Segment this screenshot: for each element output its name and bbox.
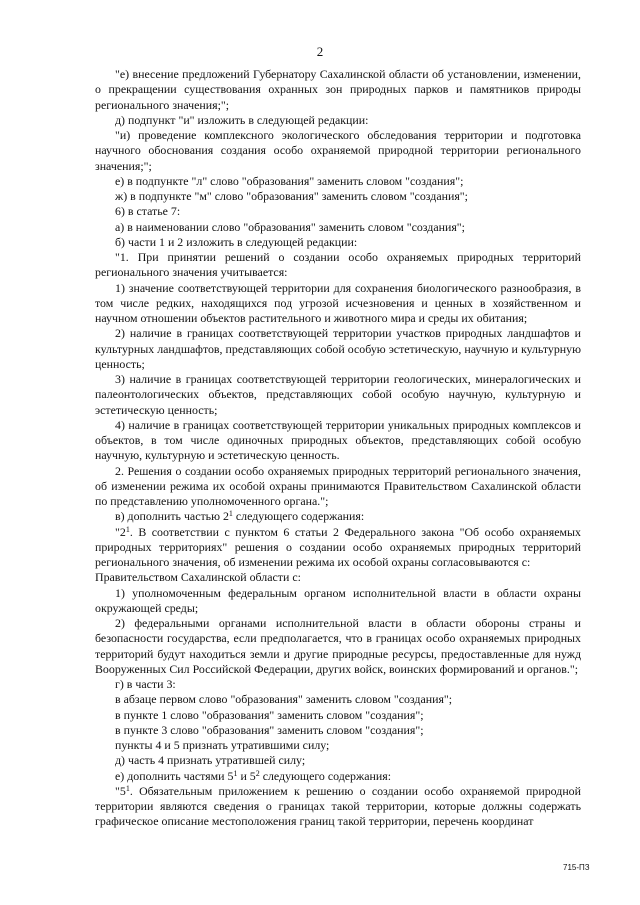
paragraph <box>95 738 581 753</box>
paragraph <box>95 692 581 707</box>
paragraph-text: "2 <box>115 524 126 539</box>
document-body <box>95 67 581 830</box>
paragraph <box>95 570 581 585</box>
paragraph-text: в абзаце первом слово "образования" заменить словом "создания"; <box>115 692 453 707</box>
paragraph <box>95 509 581 524</box>
paragraph-text: пункты 4 и 5 признать утратившими силу; <box>115 738 330 752</box>
paragraph <box>95 281 581 327</box>
paragraph-text: Правительством Сахалинской области с: <box>95 570 301 585</box>
paragraph <box>95 113 581 128</box>
page-number: 2 <box>316 44 324 59</box>
paragraph <box>95 174 581 189</box>
paragraph-text: 1) уполномоченным федеральным органом исполнительной власти в области охраны окружающей среды; <box>95 585 581 615</box>
paragraph-text: 4) наличие в границах соответствующей территории уникальных природных комплексов и объектов, в том числе одиночных природных объектов, представляющих собой особую научную, культурную и эстетическую ценность. <box>95 417 581 463</box>
paragraph-text: д) подпункт "и" изложить в следующей редакции: <box>115 112 369 127</box>
paragraph <box>95 189 581 204</box>
paragraph <box>95 616 581 677</box>
paragraph-text: 2) наличие в границах соответствующей территории участков природных ландшафтов и культурных ландшафтов, представляющих собой особую эстетическую, научную и культурную ценность; <box>95 326 581 371</box>
superscript: 1 <box>233 768 238 778</box>
paragraph-text: е) дополнить частями 5 <box>115 768 234 783</box>
paragraph-text: ж) в подпункте "м" слово "образования" заменить словом "создания"; <box>115 189 468 203</box>
paragraph <box>95 67 581 113</box>
paragraph <box>95 586 581 617</box>
paragraph-text: в пункте 3 слово "образования" заменить словом "создания"; <box>115 722 424 737</box>
paragraph <box>95 128 581 174</box>
document-code: 715-ПЗ <box>563 863 590 872</box>
superscript: 1 <box>125 524 130 534</box>
paragraph-text: в) дополнить частью 2 <box>115 509 229 524</box>
paragraph-text: 2) федеральными органами исполнительной власти в области обороны страны и безопасности государства, если предполагается, что в границах особо охраняемых природных территорий будут находиться земли и другие природные ресурсы, предоставленные для нужд Вооруженных Сил Российской Федерации, других войск, воинских формирований и органов."; <box>95 616 581 676</box>
paragraph <box>95 525 581 571</box>
superscript: 2 <box>255 768 260 778</box>
paragraph-text: 6) в статье 7: <box>115 204 181 219</box>
paragraph <box>95 677 581 692</box>
paragraph <box>95 723 581 738</box>
paragraph <box>95 708 581 723</box>
paragraph-text: "1. При принятии решений о создании особо охраняемых природных территорий регионального значения учитывается: <box>95 250 581 280</box>
paragraph-text: . В соответствии с пунктом 6 статьи 2 Федерального закона "Об особо охраняемых природных территориях" решения о создании особо охраняемых природных территорий регионального значения, об изменении режима их особой охраны согласовываются с: <box>95 524 581 569</box>
paragraph-text: 3) наличие в границах соответствующей территории геологических, минералогических и палеонтологических объектов, представляющих собой особую научную, культурную и эстетическую ценность; <box>95 372 581 417</box>
paragraph <box>95 204 581 219</box>
paragraph-text: . Обязательным приложением к решению о создании особо охраняемой природной территории являются сведения о границах такой территории, которые должны содержать графическое описание местоположения границ такой территории, перечень координат <box>95 783 581 829</box>
superscript: 1 <box>228 509 233 519</box>
paragraph-text: а) в наименовании слово "образования" заменить словом "создания"; <box>115 219 465 234</box>
paragraph-text: "5 <box>115 783 126 798</box>
paragraph <box>95 326 581 372</box>
paragraph <box>95 753 581 768</box>
paragraph-text: 1) значение соответствующей территории для сохранения биологического разнообразия, в том числе редких, находящихся под угрозой исчезновения и ценных в хозяйственном и научном отношении объектов растительного и животного мира и среды их обитания; <box>95 280 581 325</box>
paragraph-text: д) часть 4 признать утратившей силу; <box>115 753 306 768</box>
paragraph-text: и 5 <box>237 768 256 783</box>
paragraph <box>95 784 581 830</box>
paragraph <box>95 235 581 250</box>
paragraph-text: "и) проведение комплексного экологического обследования территории и подготовка научного обоснования создания особо охраняемой природной территории регионального значения;"; <box>95 128 581 173</box>
paragraph <box>95 250 581 281</box>
paragraph <box>95 464 581 510</box>
paragraph-text: в пункте 1 слово "образования" заменить словом "создания"; <box>115 707 424 722</box>
superscript: 1 <box>125 783 130 793</box>
paragraph-text: "е) внесение предложений Губернатору Сахалинской области об установлении, изменении, о прекращении существования охранных зон природных парков и памятников природы регионального значения;"; <box>95 67 581 112</box>
paragraph-text: е) в подпункте "л" слово "образования" заменить словом "создания"; <box>115 173 464 188</box>
paragraph <box>95 220 581 235</box>
paragraph-text: следующего содержания: <box>232 509 365 524</box>
paragraph <box>95 372 581 418</box>
paragraph-text: 2. Решения о создании особо охраняемых природных территорий регионального значения, об изменении режима их особой охраны принимаются Правительством Сахалинской области по представлению уполномоченного органа."; <box>95 463 581 508</box>
paragraph <box>95 769 581 784</box>
paragraph-text: б) части 1 и 2 изложить в следующей редакции: <box>115 234 358 249</box>
paragraph-text: г) в части 3: <box>115 677 176 691</box>
paragraph <box>95 418 581 464</box>
paragraph-text: следующего содержания: <box>259 768 391 783</box>
